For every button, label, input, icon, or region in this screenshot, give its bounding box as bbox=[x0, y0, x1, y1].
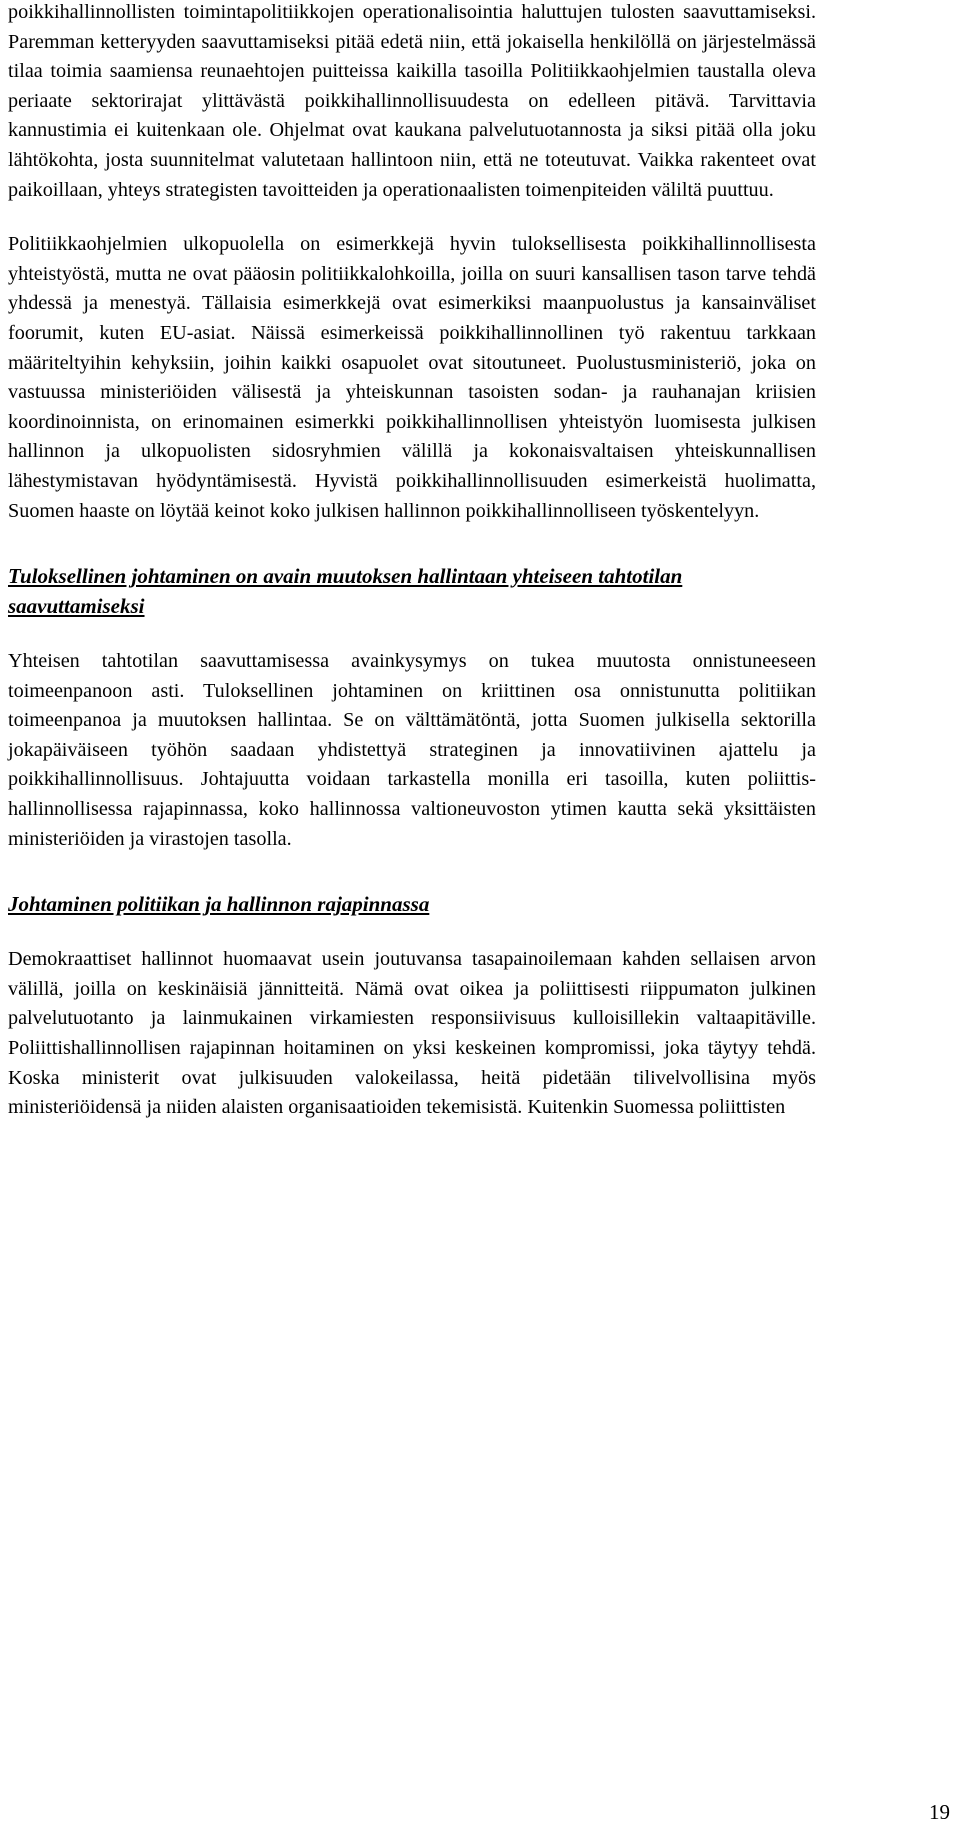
document-page bbox=[8, 0, 816, 1123]
body-paragraph: poikkihallinnollisten toimintapolitiikkojen operationalisointia haluttujen tulosten saavuttamiseksi. Paremman ketteryyden saavuttamiseksi pitää edetä niin, että jokaisella henkilöllä on järjestelmässä tilaa toimia saamiensa reunaehtojen puitteissa kaikilla tasoilla Politiikkaohjelmien taustalla oleva periaate sektorirajat ylittävästä poikkihallinnollisuudesta on edelleen pitävä. Tarvittavia kannustimia ei kuitenkaan ole. Ohjelmat ovat kaukana palvelutuotannosta ja siksi pitää olla joku lähtökohta, josta suunnitelmat valutetaan hallintoon niin, että ne toteutuvat. Vaikka rakenteet ovat paikoillaan, yhteys strategisten tavoitteiden ja operationaalisten toimenpiteiden väliltä puuttuu. bbox=[8, 1, 816, 201]
body-paragraph: Politiikkaohjelmien ulkopuolella on esimerkkejä hyvin tuloksellisesta poikkihallinnollisesta yhteistyöstä, mutta ne ovat pääosin politiikkalohkoilla, joilla on suuri kansallisen tason tarve tehdä yhdessä ja menestyä. Tällaisia esimerkkejä ovat esimerkiksi maanpuolustus ja kansainväliset foorumit, kuten EU-asiat. Näissä esimerkeissä poikkihallinnollinen työ rakentuu tarkkaan määriteltyihin kehyksiin, joihin kaikki osapuolet ovat sitoutuneet. Puolustusministeriö, joka on vastuussa ministeriöiden välisestä ja yhteiskunnan tasoisten sodan- ja rauhanajan kriisien koordinoinnista, on erinomainen esimerkki poikkihallinnollisen yhteistyön luomisesta julkisen hallinnon ja ulkopuolisten sidosryhmien välillä ja kokonaisvaltaisen yhteiskunnallisen lähestymistavan hyödyntämisestä. Hyvistä poikkihallinnollisuuden esimerkeistä huolimatta, Suomen haaste on löytää keinot koko julkisen hallinnon poikkihallinnolliseen työskentelyyn. bbox=[8, 233, 816, 522]
body-paragraph: Yhteisen tahtotilan saavuttamisessa avainkysymys on tukea muutosta onnistuneeseen toimeenpanoon asti. Tuloksellinen johtaminen on kriittinen osa onnistunutta politiikan toimeenpanoa ja muutoksen hallintaa. Se on välttämätöntä, jotta Suomen julkisella sektorilla jokapäiväiseen työhön saadaan yhdistettyä strateginen ja innovatiivinen ajattelu ja poikkihallinnollisuus. Johtajuutta voidaan tarkastella monilla eri tasoilla, kuten poliittis-hallinnollisessa rajapinnassa, koko hallinnossa valtioneuvoston ytimen kautta sekä yksittäisten ministeriöiden ja virastojen tasolla. bbox=[8, 650, 816, 850]
page-number: 19 bbox=[929, 1800, 950, 1824]
body-paragraph: Demokraattiset hallinnot huomaavat usein joutuvansa tasapainoilemaan kahden sellaisen arvon välillä, joilla on keskinäisiä jännitteitä. Nämä ovat oikea ja poliittisesti riippumaton julkinen palvelutuotanto ja lainmukainen virkamiesten responsiivisuus kulloisillekin valtaapitäville. Poliittishallinnollisen rajapinnan hoitaminen on yksi keskeinen kompromissi, joka täytyy tehdä. Koska ministerit ovat julkisuuden valokeilassa, heitä pidetään tilivelvollisina myös ministeriöidensä ja niiden alaisten organisaatioiden tekemisistä. Kuitenkin Suomessa poliittisten bbox=[8, 948, 816, 1119]
section-heading: Johtaminen politiikan ja hallinnon rajapinnassa bbox=[8, 892, 430, 917]
section-heading: Tuloksellinen johtaminen on avain muutoksen hallintaan yhteiseen tahtotilan saavuttamiseksi bbox=[8, 564, 683, 619]
